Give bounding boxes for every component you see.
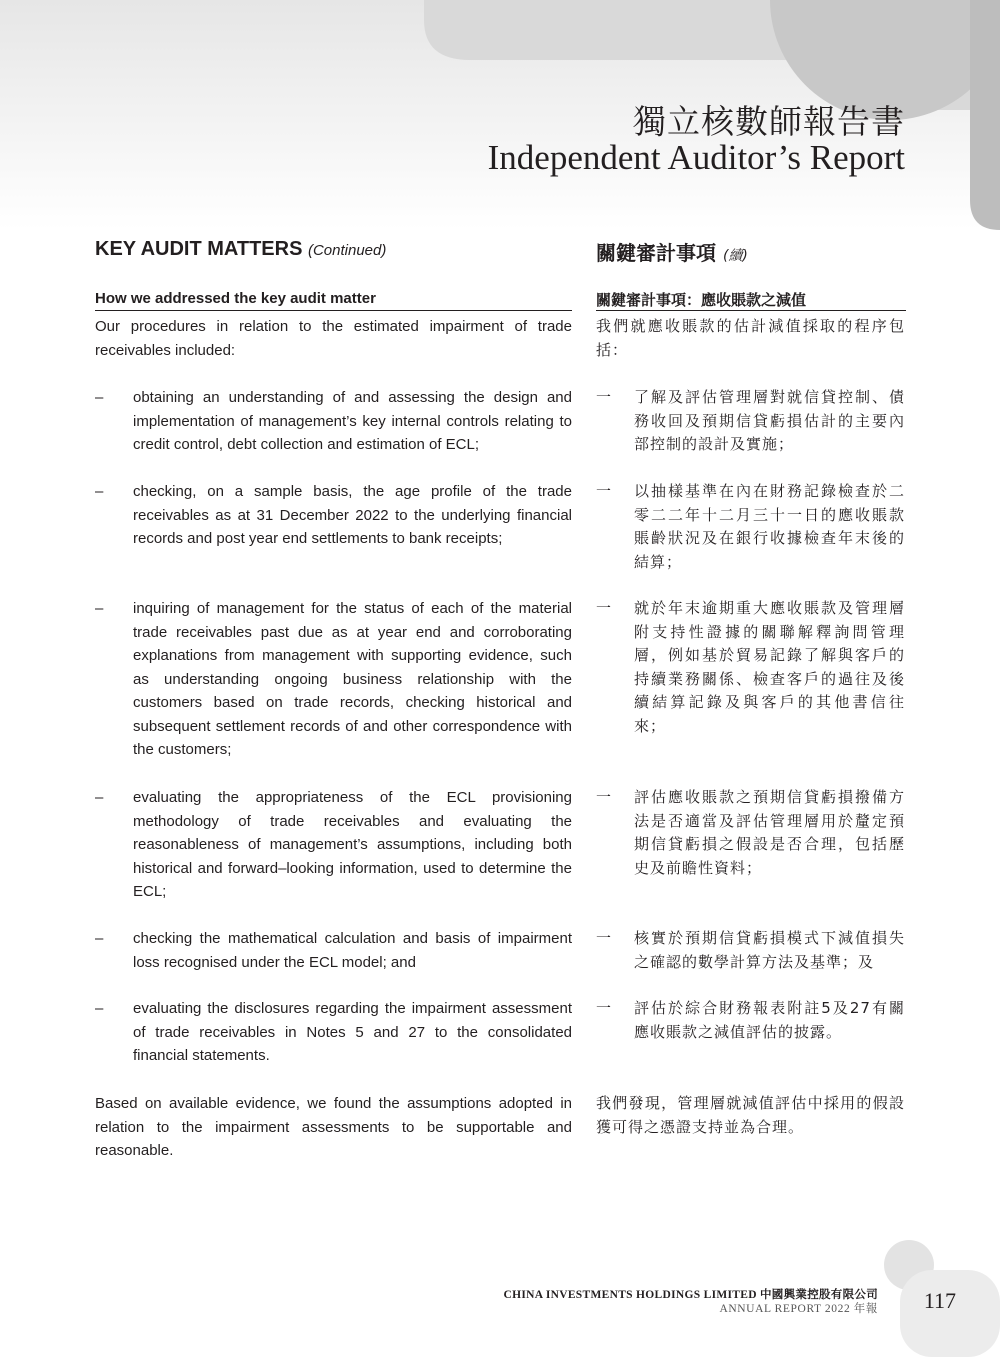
bullet-dash-zh: 一 [596,599,612,617]
bullet-dash-en: – [95,389,104,406]
procedure-item-en: evaluating the appropriateness of the ECL provisioning methodology of trade receivables and evaluating the reasonableness of management’s assumptions, including both historical and forward–looking information, used to determine the ECL; [133,789,572,900]
report-title-en: Independent Auditor’s Report [487,138,905,177]
section-title-zh [596,237,748,266]
report-title-zh: 獨立核數師報告書 [633,102,905,141]
procedure-item-en: inquiring of management for the status of each of the material trade receivables past due as at year end and corroborating explanations from management with supporting evidence, such as understanding ongoing business relationship with the customers based on trade records, checking historical and subsequent settlement records of and other correspondence with the customers; [133,600,572,758]
bullet-dash-zh: 一 [596,482,612,500]
procedure-item-zh: 核實於預期信貸虧損模式下減值損失之確認的數學計算方法及基準；及 [634,929,905,971]
bullet-dash-zh: 一 [596,929,612,947]
bullet-dash-en: – [95,483,104,500]
bullet-dash-en: – [95,1000,104,1017]
section-continued-zh: (續) [722,248,748,264]
procedure-item-en: evaluating the disclosures regarding the impairment assessment of trade receivables in Notes 5 and 27 to the consolidated financial statements. [133,1000,572,1064]
procedure-item-en: checking, on a sample basis, the age profile of the trade receivables as at 31 December 2022 to the underlying financial records and post year end settlements to bank receipts; [133,483,572,547]
footer-company-name: CHINA INVESTMENTS HOLDINGS LIMITED 中國興業控股有限公司 [503,1289,878,1301]
procedure-item-zh: 評估應收賬款之預期信貸虧損撥備方法是否適當及評估管理層用於釐定預期信貸虧損之假設是否合理，包括歷史及前瞻性資料； [634,788,905,877]
column-heading-en: How we addressed the key audit matter [95,290,376,307]
bullet-dash-zh: 一 [596,788,612,806]
section-title-en [95,238,386,261]
section-continued-en: (Continued) [307,242,387,259]
procedure-item-zh: 就於年末逾期重大應收賬款及管理層附支持性證據的關聯解釋詢問管理層，例如基於貿易記錄了解與客戶的持續業務關係、檢查客戶的過往及後續結算記錄及與客戶的其他書信往來； [634,599,905,735]
heading-rule-zh [596,310,906,311]
procedure-item-en: checking the mathematical calculation and basis of impairment loss recognised under the ECL model; and [133,930,572,971]
intro-paragraph-en: Our procedures in relation to the estimated impairment of trade receivables included: [95,318,572,359]
conclusion-paragraph-zh: 我們發現，管理層就減值評估中採用的假設獲可得之憑證支持並為合理。 [596,1094,905,1136]
page-number: 117 [923,1288,956,1313]
column-heading-zh: 關鍵審計事項：應收賬款之減值 [596,291,807,309]
heading-rule-en [95,310,572,311]
bullet-dash-zh: 一 [596,999,612,1017]
footer-report-title: ANNUAL REPORT 2022 年報 [719,1303,878,1315]
bullet-dash-en: – [95,600,104,617]
intro-paragraph-zh: 我們就應收賬款的估計減值採取的程序包括： [596,317,905,359]
section-title-en-text: KEY AUDIT MATTERS [95,238,303,260]
section-title-zh-text: 關鍵審計事項 [596,241,716,265]
conclusion-paragraph-en: Based on available evidence, we found the assumptions adopted in relation to the impairment assessments to be supportable and reasonable. [95,1095,572,1159]
procedure-item-zh: 以抽樣基準在內在財務記錄檢查於二零二二年十二月三十一日的應收賬款賬齡狀況及在銀行收據檢查年末後的結算； [634,482,905,571]
procedure-item-en: obtaining an understanding of and assessing the design and implementation of management’s key internal controls relating to credit control, debt collection and estimation of ECL; [133,389,572,453]
bullet-dash-zh: 一 [596,388,612,406]
bullet-dash-en: – [95,930,104,947]
bullet-dash-en: – [95,789,104,806]
procedure-item-zh: 評估於綜合財務報表附註5及27有關應收賬款之減值評估的披露。 [634,999,905,1041]
procedure-item-zh: 了解及評估管理層對就信貸控制、債務收回及預期信貸虧損估計的主要內部控制的設計及實施； [634,388,905,453]
